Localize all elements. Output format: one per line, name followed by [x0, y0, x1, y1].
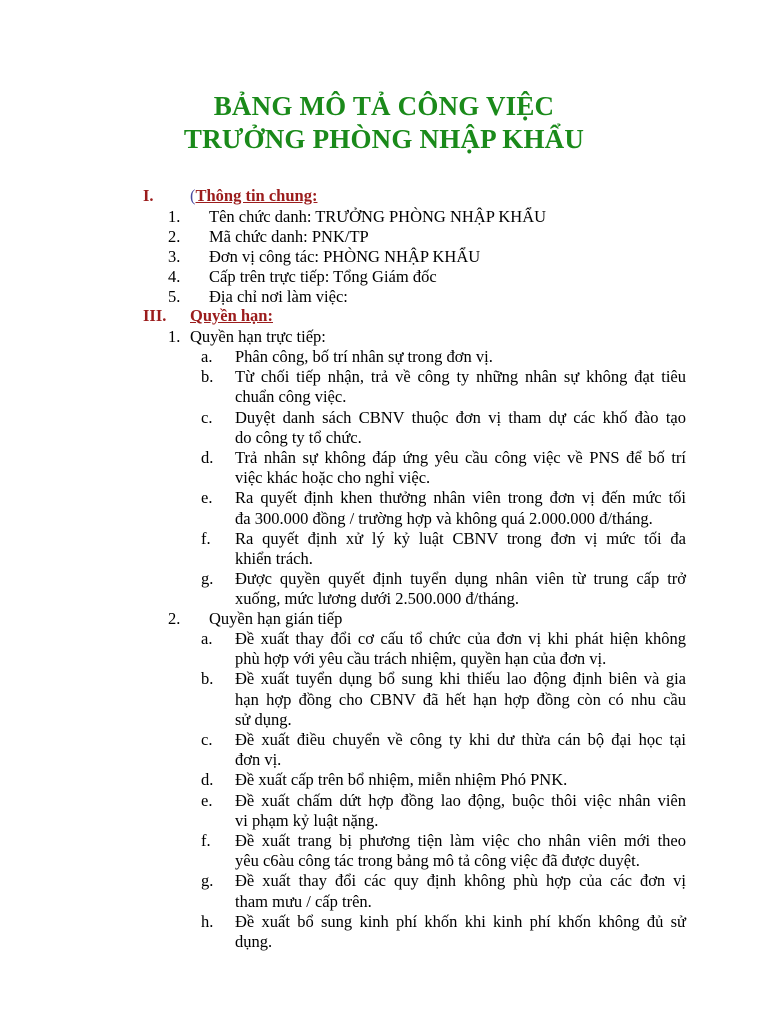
indirect-authority-item-text-line: sử dụng.: [235, 709, 292, 729]
document-title-line-2: TRƯỞNG PHÒNG NHẬP KHẨU: [183, 124, 585, 154]
indirect-authority-item-letter: g.: [201, 871, 214, 891]
indirect-authority-item-text-line: hạn hợp đồng cho CBNV đã hết hạn hợp đồng còn có nhu cầu: [235, 689, 686, 709]
subsection-1-title: Quyền hạn trực tiếp:: [190, 327, 326, 346]
info-item-text: Cấp trên trực tiếp: Tổng Giám đốc: [209, 267, 437, 286]
info-item-text: Mã chức danh: PNK/TP: [209, 227, 369, 246]
indirect-authority-item-letter: f.: [201, 831, 211, 850]
direct-authority-item-text-line: Ra quyết định khen thưởng nhân viên trong đơn vị đến mức tối: [235, 488, 686, 508]
subsection-1-number: 1.: [168, 327, 181, 346]
direct-authority-item-text-line: việc khác hoặc cho nghỉ việc.: [235, 468, 431, 488]
direct-authority-item-text-line: đa 300.000 đồng / trường hợp và không quá 2.000.000 đ/tháng.: [235, 508, 653, 528]
direct-authority-item-text-line: Ra quyết định xử lý kỷ luật CBNV trong đơn vị mức tối đa: [235, 528, 686, 548]
indirect-authority-item-text-line: Đề xuất cấp trên bổ nhiệm, miễn nhiệm Phó PNK.: [235, 770, 568, 790]
direct-authority-item-text-line: do công ty tổ chức.: [235, 427, 362, 447]
section-3-title: Quyền hạn:: [190, 306, 273, 325]
section-1-paren: (: [190, 186, 196, 205]
info-item-number: 5.: [168, 287, 181, 306]
indirect-authority-item-text-line: Đề xuất trang bị phương tiện làm việc cho nhân viên mới theo: [235, 831, 686, 850]
direct-authority-item-letter: e.: [201, 488, 213, 508]
indirect-authority-item-letter: e.: [201, 790, 213, 810]
indirect-authority-item-letter: d.: [201, 770, 214, 790]
direct-authority-item-text-line: Duyệt danh sách CBNV thuộc đơn vị tham dự các khố đào tạo: [235, 407, 686, 427]
indirect-authority-item-text-line: phù hợp với yêu cầu trách nhiệm, quyền hạn của đơn vị.: [235, 649, 607, 669]
subsection-2-number: 2.: [168, 609, 181, 628]
direct-authority-item-text-line: xuống, mức lương dưới 2.500.000 đ/tháng.: [235, 589, 519, 609]
section-1-title: Thông tin chung:: [195, 186, 318, 205]
direct-authority-item-letter: d.: [201, 448, 214, 467]
direct-authority-item-letter: g.: [201, 569, 214, 589]
indirect-authority-item-text-line: Đề xuất điều chuyển về công ty khi dư thừa cán bộ đại học tại: [235, 730, 686, 749]
indirect-authority-item-letter: b.: [201, 669, 214, 689]
indirect-authority-item-letter: h.: [201, 911, 214, 931]
indirect-authority-item-text-line: Đề xuất chấm dứt hợp đồng lao động, buộc thôi việc nhân viên: [235, 790, 686, 810]
direct-authority-item-letter: b.: [201, 367, 214, 387]
subsection-2-title: Quyền hạn gián tiếp: [209, 609, 343, 628]
indirect-authority-item-text-line: dụng.: [235, 932, 273, 951]
document-title-line-1: BẢNG MÔ TẢ CÔNG VIỆC: [213, 91, 555, 121]
indirect-authority-item-letter: c.: [201, 730, 213, 749]
direct-authority-item-text-line: chuẩn công việc.: [235, 387, 347, 407]
direct-authority-item-text-line: khiển trách.: [235, 549, 313, 568]
indirect-authority-item-letter: a.: [201, 629, 213, 648]
direct-authority-item-letter: a.: [201, 347, 213, 366]
info-item-text: Tên chức danh: TRƯỞNG PHÒNG NHẬP KHẨU: [209, 207, 547, 226]
direct-authority-item-text-line: Phân công, bố trí nhân sự trong đơn vị.: [235, 347, 493, 366]
info-item-text: Đơn vị công tác: PHÒNG NHẬP KHẨU: [209, 247, 481, 266]
direct-authority-item-text-line: Được quyền quyết định tuyển dụng nhân viên từ trung cấp trở: [235, 569, 686, 589]
info-item-number: 1.: [168, 207, 181, 226]
info-item-number: 3.: [168, 247, 181, 266]
indirect-authority-item-text-line: Đề xuất thay đổi cơ cấu tổ chức của đơn vị khi phát hiện không: [235, 629, 686, 648]
info-item-number: 2.: [168, 227, 181, 246]
indirect-authority-item-text-line: Đề xuất bổ sung kinh phí khốn khi kinh phí khốn không đủ sử: [235, 911, 686, 931]
section-1-number: I.: [143, 186, 154, 205]
direct-authority-item-letter: f.: [201, 528, 211, 548]
indirect-authority-item-text-line: yêu c6àu công tác trong bảng mô tả công việc đã được duyệt.: [235, 851, 640, 871]
section-3-number: III.: [143, 306, 167, 325]
direct-authority-item-text-line: Trả nhân sự không đáp ứng yêu cầu công việc về PNS để bố trí: [235, 448, 686, 467]
indirect-authority-item-text-line: Đề xuất tuyển dụng bổ sung khi thiếu lao động định biên và gia: [235, 669, 686, 689]
info-item-number: 4.: [168, 267, 181, 286]
info-item-text: Địa chỉ nơi làm việc:: [209, 287, 348, 306]
direct-authority-item-letter: c.: [201, 407, 213, 427]
indirect-authority-item-text-line: vi phạm kỷ luật nặng.: [235, 810, 379, 830]
indirect-authority-item-text-line: đơn vị.: [235, 750, 282, 770]
direct-authority-item-text-line: Từ chối tiếp nhận, trả về công ty những nhân sự không đạt tiêu: [235, 367, 686, 387]
indirect-authority-item-text-line: Đề xuất thay đổi các quy định không phù hợp của các đơn vị: [235, 871, 686, 891]
indirect-authority-item-text-line: tham mưu / cấp trên.: [235, 891, 372, 911]
